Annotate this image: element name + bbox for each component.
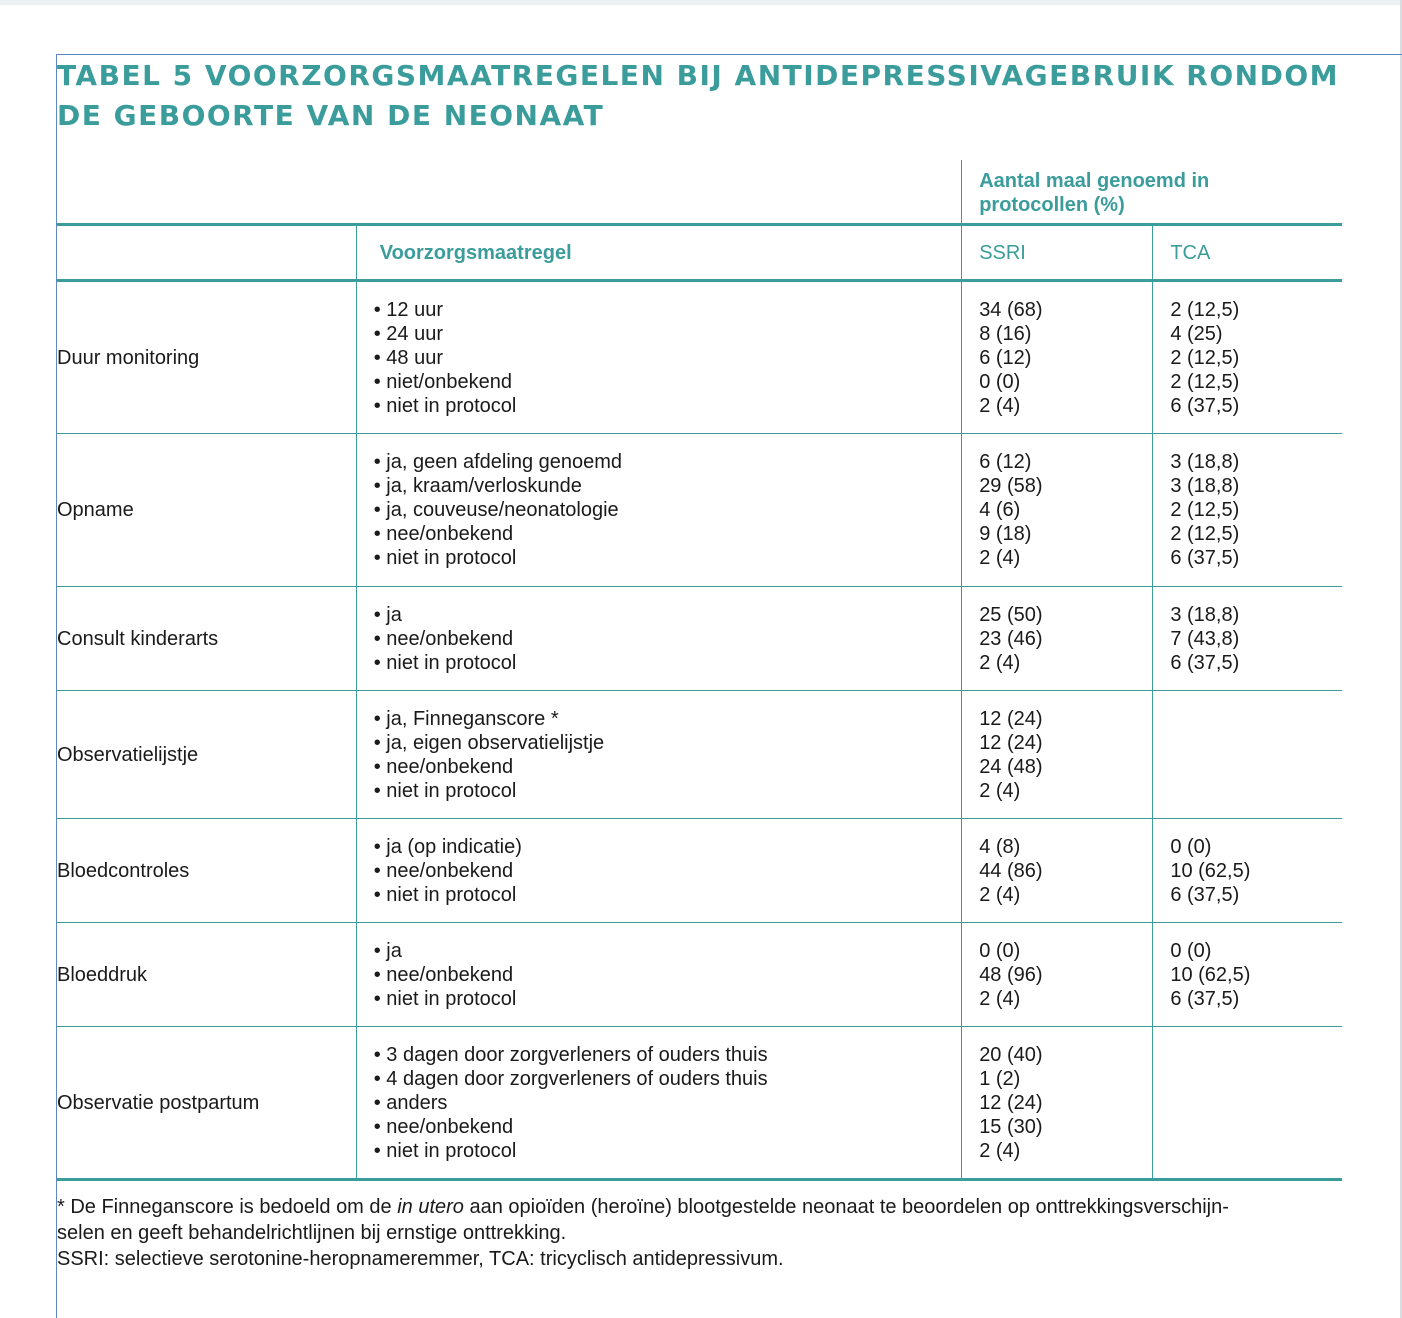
tca-value: 6 (37,5) <box>1170 547 1240 569</box>
tca-value: 3 (18,8) <box>1170 451 1240 473</box>
row-category: Opname <box>57 434 356 587</box>
tca-value: 2 (12,5) <box>1170 370 1240 393</box>
measure-item: • 4 dagen door zorgverleners of ouders thuis <box>373 1067 768 1090</box>
row-tca-cell <box>1153 1027 1342 1180</box>
ssri-value: 48 (96) <box>979 963 1043 986</box>
row-measures-cell <box>356 587 961 691</box>
measure-item: • niet/onbekend <box>373 370 512 393</box>
row-measures-cell <box>356 691 961 819</box>
row-ssri-cell <box>962 587 1153 691</box>
measure-item: • 3 dagen door zorgverleners of ouders thuis <box>373 1043 768 1066</box>
tca-value: 10 (62,5) <box>1170 859 1251 882</box>
ssri-value: 23 (46) <box>979 627 1043 650</box>
header-measure: Voorzorgsmaatregel <box>356 225 961 281</box>
measure-item: • ja, couveuse/neonatologie <box>373 499 619 521</box>
measure-item: • ja, kraam/verloskunde <box>373 475 582 497</box>
measure-item: • niet in protocol <box>373 1139 517 1162</box>
ssri-value: 15 (30) <box>979 1115 1043 1138</box>
measure-item: • ja, Finneganscore * <box>373 707 559 730</box>
ssri-value: 34 (68) <box>979 298 1043 321</box>
table-title-line-2: DE GEBOORTE VAN DE NEONAAT <box>57 99 605 132</box>
table-row <box>57 691 1342 819</box>
measure-item: • niet in protocol <box>373 394 517 417</box>
ssri-value: 2 (4) <box>979 779 1021 802</box>
tca-value: 3 (18,8) <box>1170 603 1240 626</box>
ssri-value: 24 (48) <box>979 755 1043 778</box>
ssri-value: 4 (6) <box>979 499 1021 521</box>
measure-item: • niet in protocol <box>373 651 517 674</box>
table-row <box>57 281 1342 434</box>
table-row <box>57 434 1342 587</box>
ssri-value: 6 (12) <box>979 451 1032 473</box>
row-measures-cell <box>356 281 961 434</box>
ssri-value: 20 (40) <box>979 1043 1043 1066</box>
tca-value: 6 (37,5) <box>1170 394 1240 417</box>
measure-item: • ja, eigen observatielijstje <box>373 731 605 754</box>
row-ssri-cell <box>962 923 1153 1027</box>
measure-item: • ja (op indicatie) <box>373 835 522 858</box>
measure-item: • niet in protocol <box>373 987 517 1010</box>
table-row <box>57 923 1342 1027</box>
tca-value: 0 (0) <box>1170 835 1212 858</box>
ssri-value: 1 (2) <box>979 1067 1021 1090</box>
measure-item: • 24 uur <box>373 322 443 345</box>
header-ssri: SSRI <box>962 225 1153 281</box>
ssri-value: 25 (50) <box>979 603 1043 626</box>
table-row <box>57 587 1342 691</box>
tca-value: 7 (43,8) <box>1170 627 1240 650</box>
measure-item: • niet in protocol <box>373 547 517 569</box>
row-category: Bloedcontroles <box>57 819 356 923</box>
ssri-value: 29 (58) <box>979 475 1043 497</box>
measure-item: • nee/onbekend <box>373 1115 514 1138</box>
row-tca-cell <box>1153 434 1342 587</box>
ssri-value: 2 (4) <box>979 651 1021 674</box>
footnote-finnegan-continued: selen en geeft behandelrichtlijnen bij ernstige onttrekking. <box>57 1222 567 1244</box>
row-category: Observatie postpartum <box>57 1027 356 1180</box>
ssri-value: 6 (12) <box>979 346 1032 369</box>
column-group-header <box>962 160 1342 225</box>
row-tca-cell <box>1153 587 1342 691</box>
row-ssri-cell <box>962 281 1153 434</box>
ssri-value: 9 (18) <box>979 523 1032 545</box>
tca-value: 2 (12,5) <box>1170 523 1240 545</box>
row-measures-cell <box>356 1027 961 1180</box>
ssri-value: 0 (0) <box>979 939 1021 962</box>
table-title <box>57 56 1357 136</box>
tca-value: 6 (37,5) <box>1170 651 1240 674</box>
row-ssri-cell <box>962 819 1153 923</box>
ssri-value: 12 (24) <box>979 731 1043 754</box>
footnote-abbreviations: SSRI: selectieve serotonine-heropnameremmer, TCA: tricyclisch antidepressivum. <box>57 1248 784 1270</box>
measure-item: • ja <box>373 603 402 626</box>
row-ssri-cell <box>962 434 1153 587</box>
ssri-value: 2 (4) <box>979 987 1021 1010</box>
ssri-value: 2 (4) <box>979 1139 1021 1162</box>
header-tca: TCA <box>1153 225 1342 281</box>
ssri-value: 0 (0) <box>979 370 1021 393</box>
table-body <box>57 281 1342 1180</box>
measure-item: • 12 uur <box>373 298 443 321</box>
tca-value: 10 (62,5) <box>1170 963 1251 986</box>
row-measures-cell <box>356 923 961 1027</box>
measure-item: • nee/onbekend <box>373 859 514 882</box>
ssri-value: 2 (4) <box>979 547 1021 569</box>
column-group-label: Aantal maal genoemd in protocollen (%) <box>979 170 1210 216</box>
ssri-value: 2 (4) <box>979 394 1021 417</box>
table-footnote <box>57 1194 1347 1272</box>
tca-value: 4 (25) <box>1170 322 1223 345</box>
row-category: Bloeddruk <box>57 923 356 1027</box>
tca-value: 0 (0) <box>1170 939 1212 962</box>
tca-value: 3 (18,8) <box>1170 475 1240 497</box>
tca-value: 2 (12,5) <box>1170 346 1240 369</box>
tca-value: 6 (37,5) <box>1170 987 1240 1010</box>
row-tca-cell <box>1153 691 1342 819</box>
table-title-line-1: TABEL 5 VOORZORGSMAATREGELEN BIJ ANTIDEPRESSIVAGEBRUIK RONDOM <box>57 59 1339 92</box>
table-row <box>57 819 1342 923</box>
row-tca-cell <box>1153 819 1342 923</box>
measure-item: • nee/onbekend <box>373 755 514 778</box>
measure-item: • niet in protocol <box>373 779 517 802</box>
precautions-table <box>57 160 1342 1181</box>
footnote-finnegan: * De Finneganscore is bedoeld om de in utero aan opioïden (heroïne) blootgestelde neonaat te beoordelen op onttrekkingsverschijn- <box>57 1196 1229 1218</box>
header-group-row <box>57 160 1342 225</box>
row-ssri-cell <box>962 1027 1153 1180</box>
measure-item: • niet in protocol <box>373 883 517 906</box>
measure-item: • ja, geen afdeling genoemd <box>373 451 623 473</box>
measure-item: • nee/onbekend <box>373 963 514 986</box>
tca-value: 2 (12,5) <box>1170 298 1240 321</box>
tca-value: 6 (37,5) <box>1170 883 1240 906</box>
frame-top-line <box>56 54 1402 55</box>
row-category: Duur monitoring <box>57 281 356 434</box>
ssri-value: 12 (24) <box>979 707 1043 730</box>
ssri-value: 2 (4) <box>979 883 1021 906</box>
ssri-value: 44 (86) <box>979 859 1043 882</box>
row-tca-cell <box>1153 923 1342 1027</box>
row-category: Observatielijstje <box>57 691 356 819</box>
ssri-value: 4 (8) <box>979 835 1021 858</box>
tca-value: 2 (12,5) <box>1170 499 1240 521</box>
page-top-bar <box>0 0 1402 5</box>
table-row <box>57 1027 1342 1180</box>
measure-item: • anders <box>373 1091 448 1114</box>
measure-item: • nee/onbekend <box>373 523 514 545</box>
measure-item: • 48 uur <box>373 346 443 369</box>
row-measures-cell <box>356 819 961 923</box>
measure-item: • ja <box>373 939 402 962</box>
measure-item: • nee/onbekend <box>373 627 514 650</box>
ssri-value: 8 (16) <box>979 322 1032 345</box>
row-category: Consult kinderarts <box>57 587 356 691</box>
ssri-value: 12 (24) <box>979 1091 1043 1114</box>
header-row <box>57 225 1342 281</box>
row-ssri-cell <box>962 691 1153 819</box>
row-tca-cell <box>1153 281 1342 434</box>
row-measures-cell <box>356 434 961 587</box>
